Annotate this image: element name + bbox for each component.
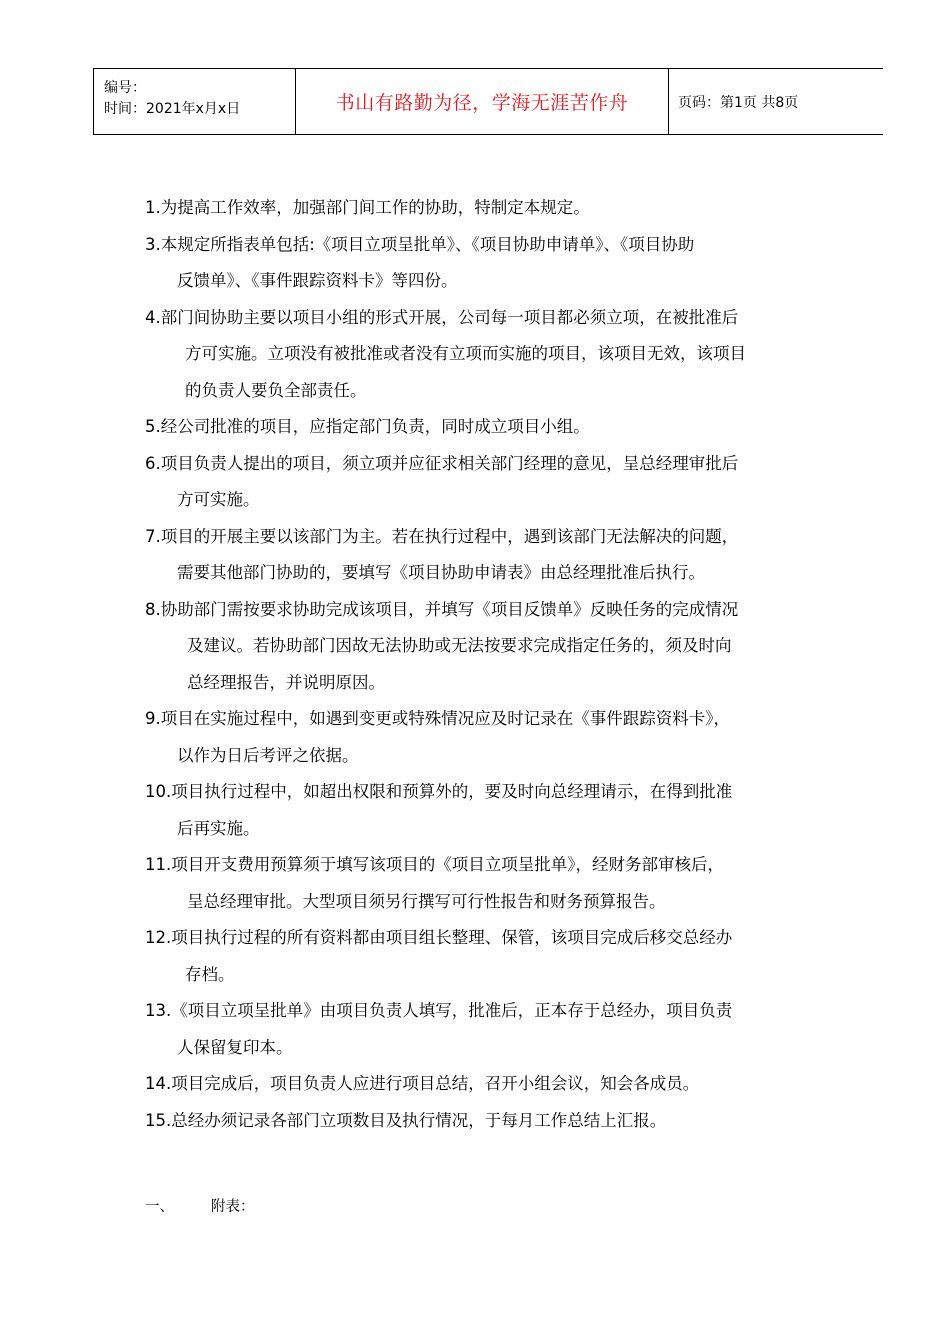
clause-first-line: 15.总经办须记录各部门立项数目及执行情况，于每月工作总结上汇报。 xyxy=(145,1110,667,1130)
clause-item xyxy=(145,190,845,227)
header-motto: 书山有路勤为径，学海无涯苦作舟 xyxy=(335,92,629,114)
clause-first-line: 8.协助部门需按要求协助完成该项目，并填写《项目反馈单》反映任务的完成情况 xyxy=(145,599,739,619)
clause-continuation-line: 以作为日后考评之依据。 xyxy=(177,745,359,765)
clause-first-line: 5.经公司批准的项目，应指定部门负责，同时成立项目小组。 xyxy=(145,417,590,436)
clause-continuation-line: 的负责人要负全部责任。 xyxy=(185,380,367,400)
document-time-label: 时间：2021年x月x日 xyxy=(104,100,241,117)
clause-first-line: 1.为提高工作效率，加强部门间工作的协助，特制定本规定。 xyxy=(145,198,590,217)
clause-item xyxy=(145,409,845,446)
clause-first-line: 9.项目在实施过程中，如遇到变更或特殊情况应及时记录在《事件跟踪资料卡》， xyxy=(145,709,730,728)
appendix-label: 附表： xyxy=(211,1199,255,1215)
clause-continuation-line: 后再实施。 xyxy=(177,818,260,838)
header-page-cell xyxy=(669,69,884,135)
header-meta-cell xyxy=(94,69,296,135)
clause-item xyxy=(145,701,845,774)
clause-continuation-line: 呈总经理审批。大型项目须另行撰写可行性报告和财务预算报告。 xyxy=(187,891,666,911)
clause-continuation-line: 存档。 xyxy=(185,964,235,984)
clause-first-line: 11.项目开支费用预算须于填写该项目的《项目立项呈批单》，经财务部审核后， xyxy=(145,855,724,874)
clause-first-line: 10.项目执行过程中，如超出权限和预算外的，要及时向总经理请示，在得到批准 xyxy=(145,782,733,801)
appendix-heading xyxy=(145,1195,255,1216)
clause-continuation-line: 人保留复印本。 xyxy=(177,1037,293,1057)
clause-first-line: 7.项目的开展主要以该部门为主。若在执行过程中，遇到该部门无法解决的问题， xyxy=(145,526,739,546)
clause-first-line: 6.项目负责人提出的项目，须立项并应征求相关部门经理的意见，呈总经理审批后 xyxy=(145,453,739,473)
clause-continuation-line: 总经理报告，并说明原因。 xyxy=(187,672,385,692)
clause-item xyxy=(145,592,845,702)
clause-continuation-line: 需要其他部门协助的，要填写《项目协助申请表》由总经理批准后执行。 xyxy=(177,563,705,582)
clause-item xyxy=(145,774,845,847)
clause-item xyxy=(145,300,845,410)
clause-continuation-line: 反馈单》、《事件跟踪资料卡》等四份。 xyxy=(177,271,458,290)
clause-item xyxy=(145,1066,845,1103)
clause-first-line: 3.本规定所指表单包括:《项目立项呈批单》、《项目协助申请单》、《项目协助 xyxy=(145,234,695,254)
clause-first-line: 12.项目执行过程的所有资料都由项目组长整理、保管，该项目完成后移交总经办 xyxy=(145,928,733,947)
clause-item xyxy=(145,847,845,920)
clause-first-line: 4.部门间协助主要以项目小组的形式开展，公司每一项目都必须立项，在被批准后 xyxy=(145,307,739,327)
clause-item xyxy=(145,920,845,993)
header-motto-cell xyxy=(296,69,669,135)
clause-item xyxy=(145,993,845,1066)
regulation-body xyxy=(145,190,845,1139)
clause-first-line: 14.项目完成后，项目负责人应进行项目总结，召开小组会议，知会各成员。 xyxy=(145,1074,700,1093)
clause-continuation-line: 及建议。若协助部门因故无法协助或无法按要求完成指定任务的，须及时向 xyxy=(187,636,732,655)
document-number-label: 编号： xyxy=(104,79,146,96)
clause-item xyxy=(145,1103,845,1140)
clause-continuation-line: 方可实施。 xyxy=(177,490,260,509)
page-number-label: 页码：第1页 共8页 xyxy=(678,94,799,111)
clause-item xyxy=(145,227,845,300)
clause-item xyxy=(145,446,845,519)
appendix-index: 一、 xyxy=(145,1199,174,1215)
document-header xyxy=(93,68,883,135)
clause-continuation-line: 方可实施。立项没有被批准或者没有立项而实施的项目，该项目无效，该项目 xyxy=(185,344,746,363)
clause-first-line: 13.《项目立项呈批单》由项目负责人填写，批准后，正本存于总经办，项目负责 xyxy=(145,1001,733,1020)
clause-item xyxy=(145,519,845,592)
